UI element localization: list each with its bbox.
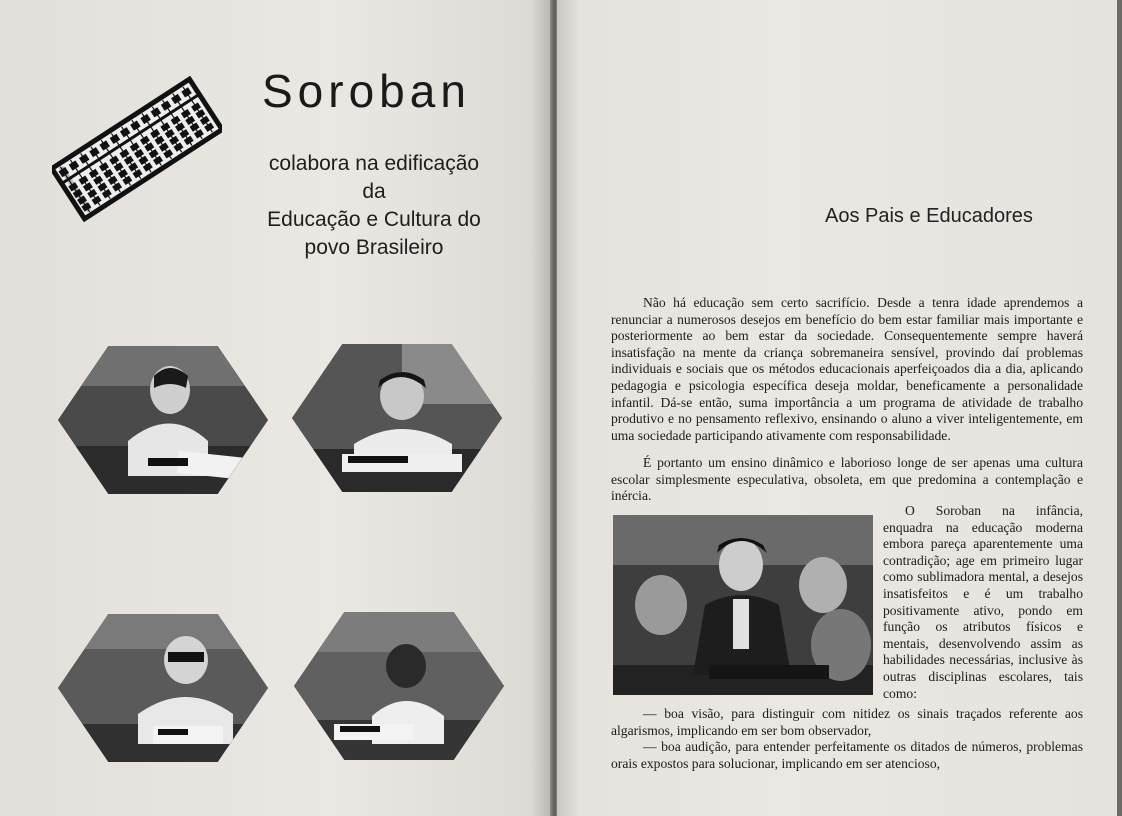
left-page	[0, 0, 552, 816]
section-title: Aos Pais e Educadores	[825, 205, 1033, 227]
paragraph-dynamic	[611, 455, 1083, 505]
subtitle-line: colabora na edificação	[268, 152, 480, 175]
subtitle-line: Educação e Cultura do	[267, 208, 481, 231]
hex-photo-man-writing	[294, 612, 504, 760]
photo-students-group	[613, 515, 873, 695]
hex-photo-girl-abacus	[58, 346, 268, 494]
paragraph-soroban-childhood: O Soroban na infância, enquadra na educação moderna embora pareça aparentemente uma contradição; age em primeiro lugar como sublimadora mental, a desejos insatisfeitos e é um trabalho positivamente ativo, pondo em função os atributos físicos e mentais, desenvolvendo assim as habilidades necessárias, inclusive às outras disciplinas escolares, tais como:	[883, 503, 1083, 701]
paragraph-text: É portanto um ensino dinâmico e laborioso longe de ser apenas uma cultura escolar simplesmente especulativa, obsoleta, em que predomina a contemplação e inércia.	[611, 455, 1083, 504]
subtitle	[250, 150, 498, 262]
subtitle-line: povo Brasileiro	[304, 236, 444, 259]
paragraph-intro	[611, 295, 1083, 444]
list-item: — boa audição, para entender perfeitamente os ditados de números, problemas orais expostos para solucionar, implicando em ser atencioso,	[611, 739, 1083, 771]
right-page	[557, 0, 1117, 816]
hex-photo-man-glasses	[58, 614, 268, 762]
paragraph-text: Não há educação sem certo sacrifício. Desde a tenra idade aprendemos a renunciar a numerosos desejos em benefício do bem estar familiar mais importante e posteriormente ao bem estar da sociedade. Consequentemente sempre haverá insatisfação na mente da criança sobremaneira sensível, provindo daí problemas individuais e sociais que os métodos educacionais aperfeiçoados dia a dia, aplicando pedagogia e psicologia específica deseja moldar, beneficamente a personalidade infantil. Dá-se então, suma importância a um programa de atividade de trabalho produtivo e no pensamento reflexivo, ensinando o aluno a viver inteligentemente, em uma sociedade participando ativamente com responsabilidade.	[611, 295, 1083, 443]
title: Soroban	[262, 65, 471, 117]
hex-photo-boy-abacus	[292, 344, 502, 492]
abacus-illustration	[52, 74, 222, 224]
subtitle-line: da	[362, 180, 386, 203]
list-item: — boa visão, para distinguir com nitidez os sinais traçados referente aos algarismos, implicando em ser bom observador,	[611, 706, 1083, 738]
skills-list	[611, 706, 1083, 772]
